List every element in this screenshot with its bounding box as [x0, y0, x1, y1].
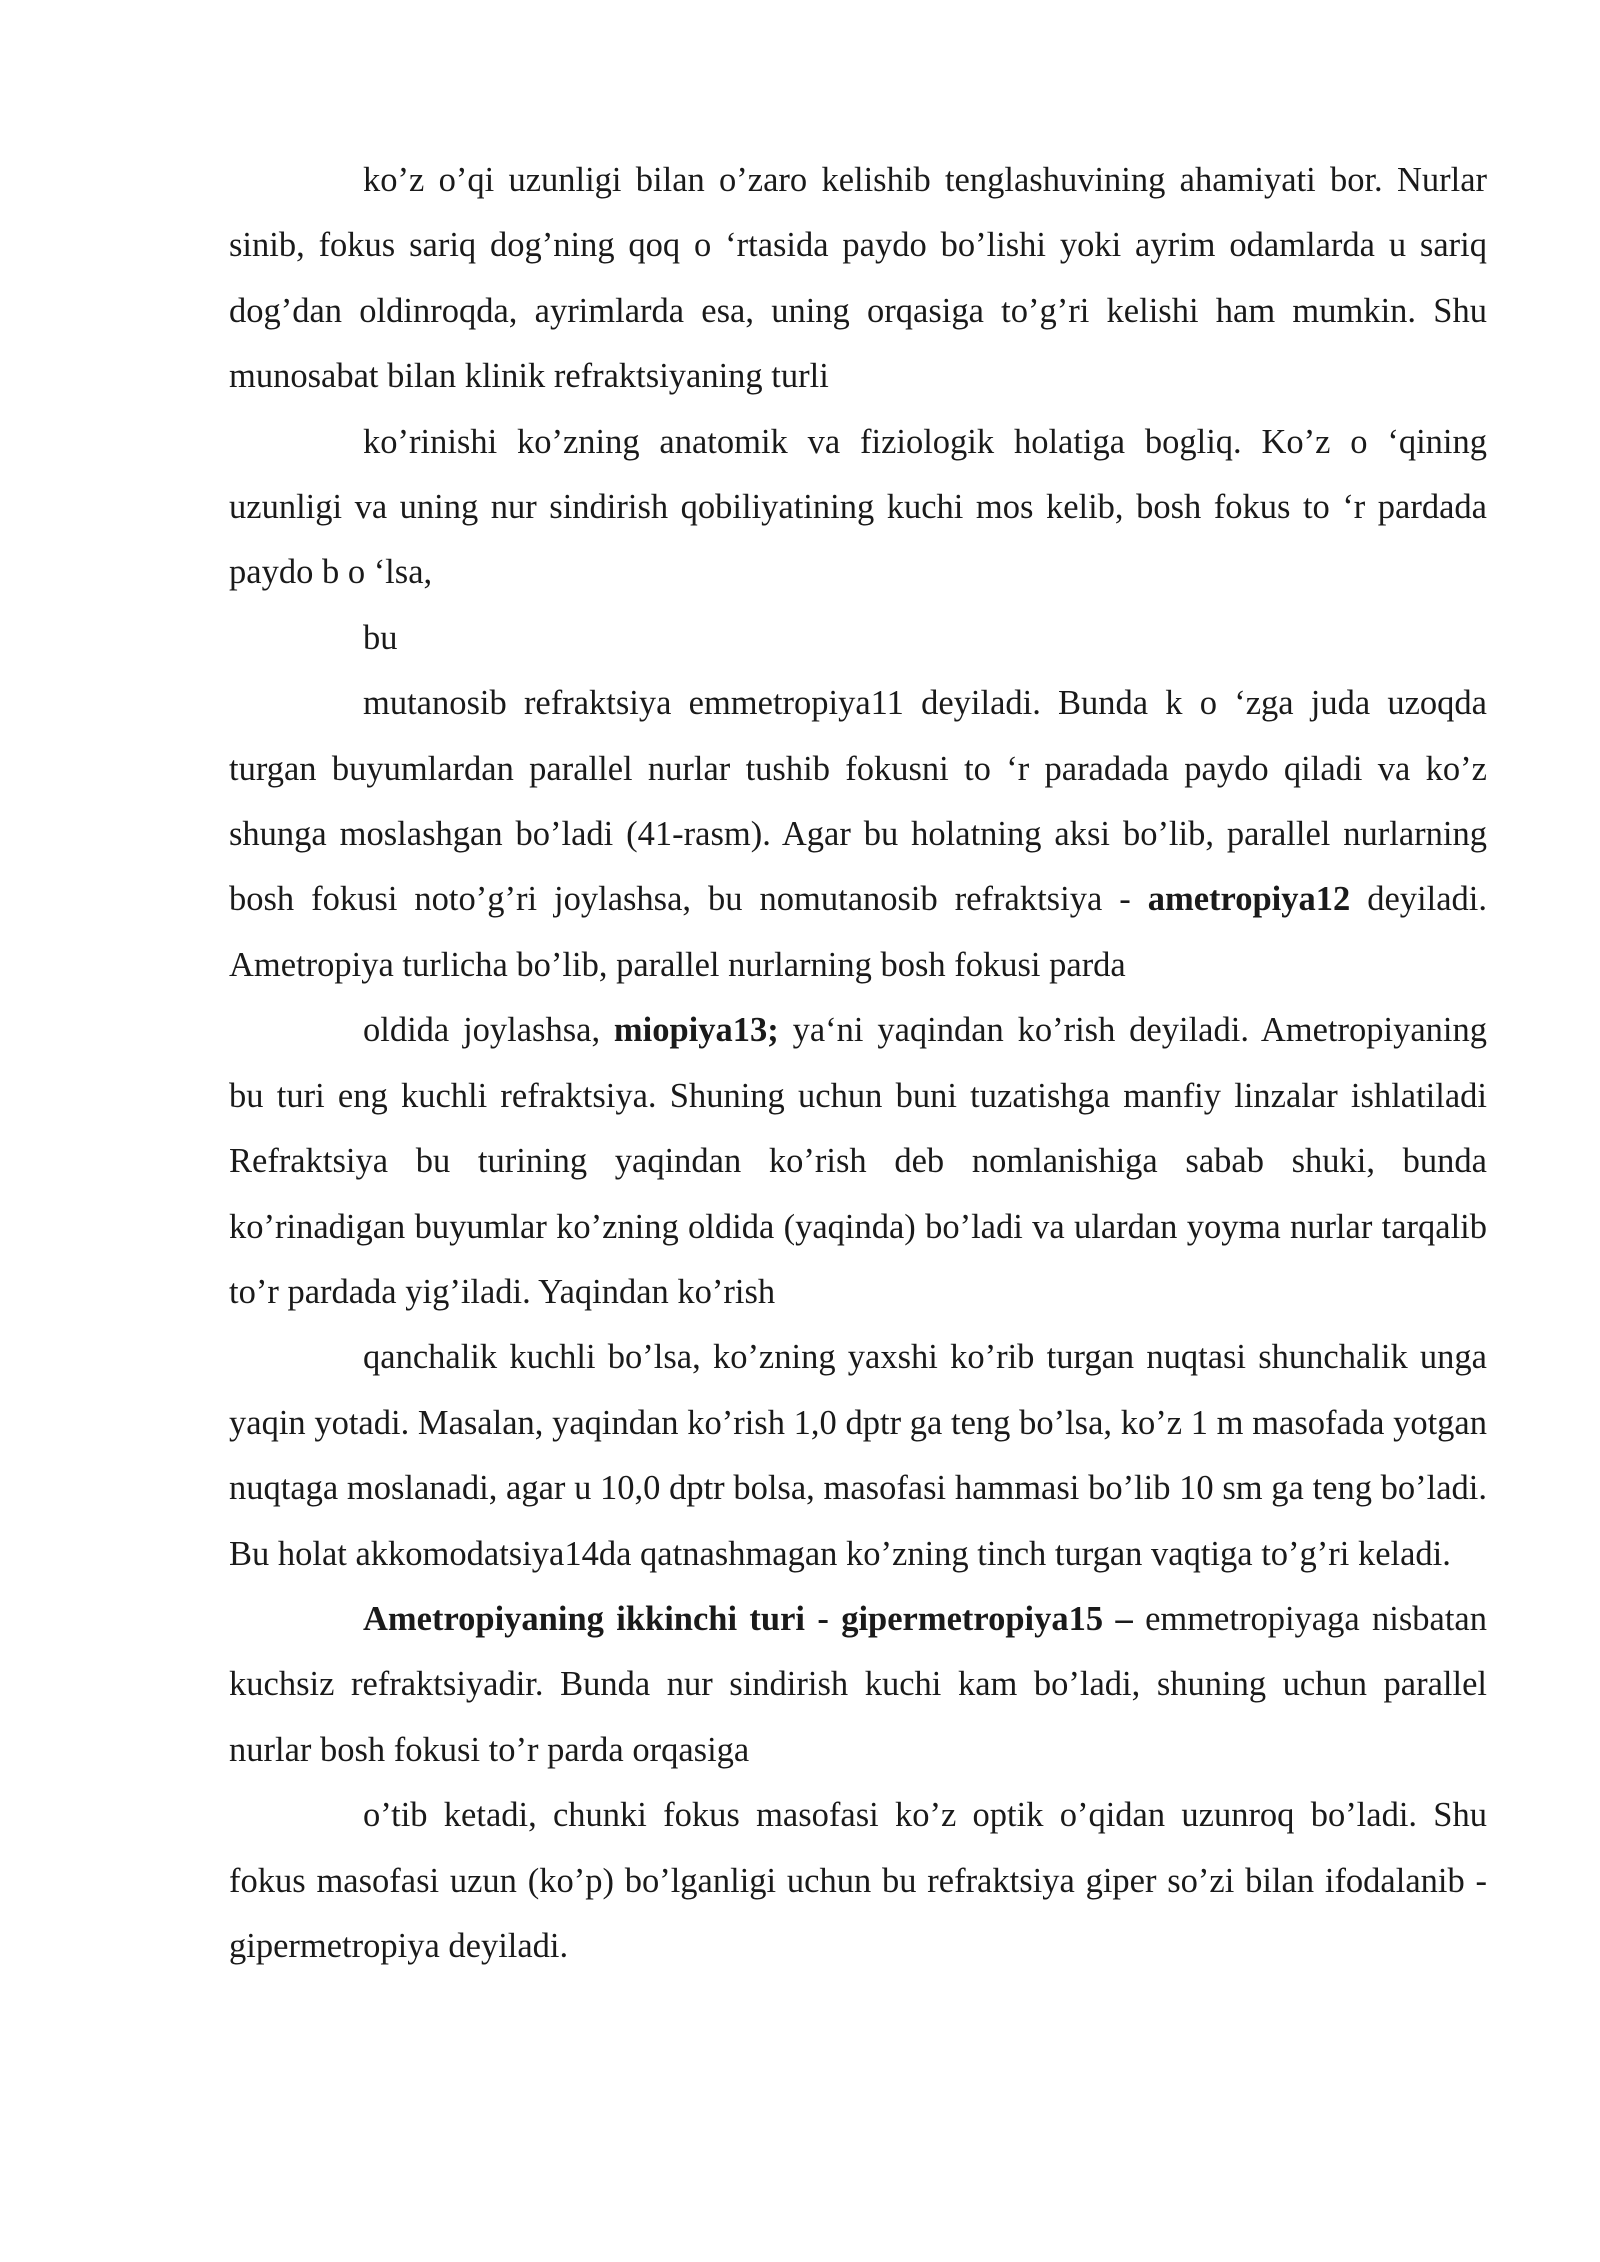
term-gipermetropiya: Ametropiyaning ikkinchi turi - gipermetropiya15 –: [363, 1599, 1133, 1638]
text-run: qanchalik kuchli bo’lsa, ko’zning yaxshi ko’rib turgan nuqtasi shunchalik unga yaqin yotadi. Masalan, yaqindan ko’rish 1,0 dptr ga teng bo’lsa, ko’z 1 m masofada yotgan nuqtaga moslanadi, agar u 10,0 dptr bolsa, masofasi hammasi bo’lib 10 sm ga teng bo’ladi. Bu holat akkomodatsiya14da qatnashmagan ko’zning tinch turgan vaqtiga to’g’ri keladi.: [229, 1338, 1487, 1573]
text-run: emmetropiyaga nisbatan kuchsiz refraktsiyadir. Bunda nur sindirish kuchi kam bo’ladi, shuning uchun parallel nurlar bosh fokusi to’r parda orqasiga: [229, 1599, 1487, 1769]
text-run: ko’z o’qi uzunligi bilan o’zaro kelishib tenglashuvining ahamiyati bor. Nurlar sinib, fokus sariq dog’ning qoq o ‘rtasida paydo bo’lishi yoki ayrim odamlarda u sariq dog’dan oldinroqda, ayrimlarda esa, uning orqasiga to’g’ri kelishi ham mumkin. Shu munosabat bilan klinik refraktsiyaning turli: [229, 161, 1487, 396]
paragraph: [229, 1587, 1487, 1783]
text-run: bu: [363, 618, 398, 657]
term-miopiya: miopiya13;: [613, 1011, 779, 1050]
text-run: o’tib ketadi, chunki fokus masofasi ko’z optik o’qidan uzunroq bo’ladi. Shu fokus masofasi uzun (ko’p) bo’lganligi uchun bu refraktsiya giper so’zi bilan ifodalanib - gipermetropiya deyiladi.: [229, 1796, 1487, 1965]
text-run: mutanosib refraktsiya emmetropiya11 deyiladi. Bunda k o ‘zga juda uzoqda turgan buyumlardan parallel nurlar tushib fokusni to ‘r paradada paydo qiladi va ko’z shunga moslashgan bo’ladi (41-rasm). Agar bu holatning aksi bo’lib, parallel nurlarning bosh fokusi noto’g’ri joylashsa, bu nomutanosib refraktsiya -: [229, 684, 1487, 919]
paragraph: [229, 998, 1487, 1325]
paragraph: [229, 606, 1487, 671]
paragraph: [229, 1325, 1487, 1587]
paragraph: [229, 1783, 1487, 1979]
text-run: oldida joylashsa,: [363, 1011, 614, 1050]
text-run: deyiladi. Ametropiya turlicha bo’lib, parallel nurlarning bosh fokusi parda: [229, 880, 1487, 984]
paragraph: [229, 671, 1487, 998]
text-run: ko’rinishi ko’zning anatomik va fiziologik holatiga bogliq. Ko’z o ‘qining uzunligi va uning nur sindirish qobiliyatining kuchi mos kelib, bosh fokus to ‘r pardada paydo b o ‘lsa,: [229, 422, 1487, 592]
paragraph: [229, 148, 1487, 410]
term-ametropiya: ametropiya12: [1147, 880, 1351, 919]
body-text: [229, 148, 1487, 1979]
text-run: ya‘ni yaqindan ko’rish deyiladi. Ametropiyaning bu turi eng kuchli refraktsiya. Shuning uchun buni tuzatishga manfiy linzalar ishlatiladi Refraktsiya bu turining yaqindan ko’rish deb nomlanishiga sabab shuki, bunda ko’rinadigan buyumlar ko’zning oldida (yaqinda) bo’ladi va ulardan yoyma nurlar tarqalib to’r pardada yig’iladi. Yaqindan ko’rish: [229, 1011, 1487, 1311]
paragraph: [229, 410, 1487, 606]
